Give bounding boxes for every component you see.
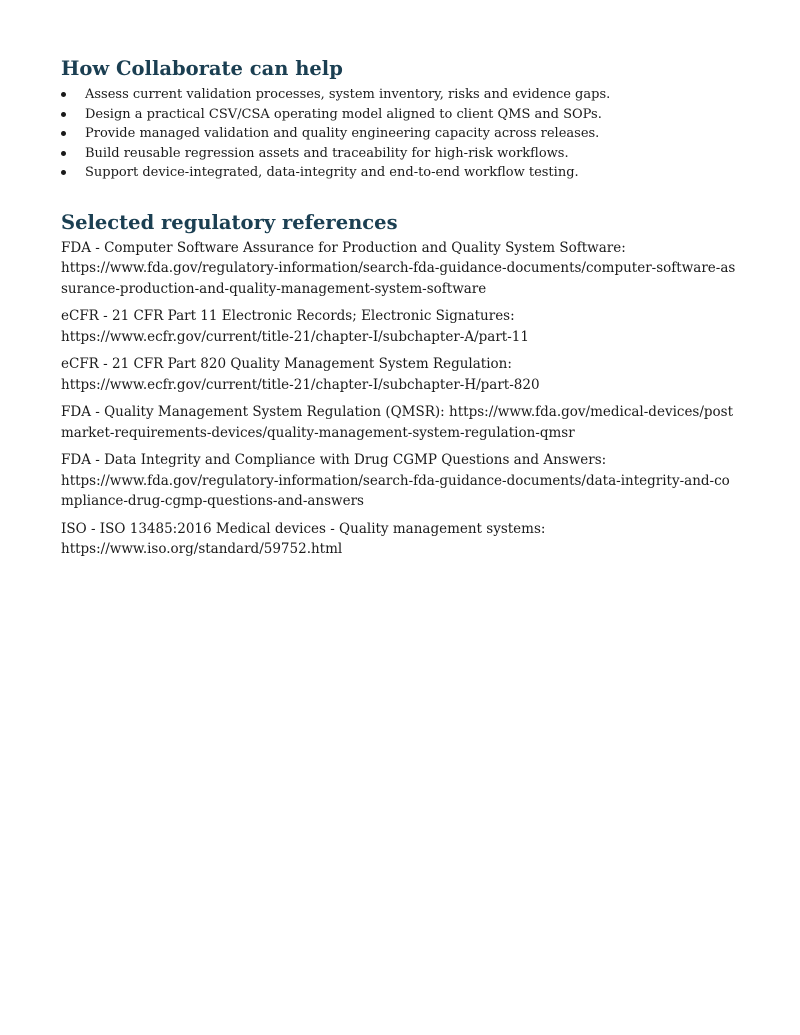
bullet-icon <box>61 92 66 97</box>
reference-title: FDA - Computer Software Assurance for Production and Quality System Software: <box>61 239 626 256</box>
reference-entry <box>61 450 741 512</box>
section-heading-selected-regulatory-references: Selected regulatory references <box>61 210 398 234</box>
bullet-icon <box>61 170 66 175</box>
help-list-item <box>61 105 741 125</box>
reference-url: https://www.ecfr.gov/current/title-21/chapter-I/subchapter-A/part-11 <box>61 328 529 345</box>
help-list-item <box>61 124 741 144</box>
reference-title: ISO - ISO 13485:2016 Medical devices - Quality management systems: <box>61 520 546 537</box>
reference-url: https://www.iso.org/standard/59752.html <box>61 541 343 557</box>
reference-title: FDA - Quality Management System Regulation (QMSR): <box>61 404 445 420</box>
reference-entry <box>61 402 741 443</box>
reference-entry <box>61 238 741 300</box>
help-list-item-text: Design a practical CSV/CSA operating model aligned to client QMS and SOPs. <box>85 106 602 122</box>
reference-url: https://www.ecfr.gov/current/title-21/chapter-I/subchapter-H/part-820 <box>61 376 540 393</box>
reference-title: eCFR - 21 CFR Part 820 Quality Management System Regulation: <box>61 356 512 372</box>
help-list-item-text: Support device-integrated, data-integrity and end-to-end workflow testing. <box>85 165 579 180</box>
reference-url: https://www.fda.gov/regulatory-information/search-fda-guidance-documents/computer-software-assurance-production-and-quality-management-system-software <box>61 260 736 297</box>
reference-url: https://www.fda.gov/regulatory-information/search-fda-guidance-documents/data-integrity-and-compliance-drug-cgmp-questions-and-answers <box>61 472 730 509</box>
reference-entry <box>61 519 741 560</box>
reference-entry <box>61 306 741 347</box>
section-heading-how-collaborate-can-help: How Collaborate can help <box>61 57 343 80</box>
help-bullet-list <box>61 85 741 183</box>
document-page <box>61 56 741 567</box>
help-list-item-text: Assess current validation processes, system inventory, risks and evidence gaps. <box>85 87 611 102</box>
bullet-icon <box>61 131 66 136</box>
bullet-icon <box>61 151 66 156</box>
reference-entry <box>61 354 741 395</box>
reference-title: eCFR - 21 CFR Part 11 Electronic Records; Electronic Signatures: <box>61 308 515 324</box>
help-list-item-text: Provide managed validation and quality engineering capacity across releases. <box>85 126 600 141</box>
reference-url: https://www.fda.gov/medical-devices/postmarket-requirements-devices/quality-management-system-regulation-qmsr <box>61 404 734 441</box>
help-list-item <box>61 144 741 164</box>
bullet-icon <box>61 112 66 117</box>
reference-title: FDA - Data Integrity and Compliance with Drug CGMP Questions and Answers: <box>61 452 607 468</box>
help-list-item <box>61 163 741 183</box>
help-list-item <box>61 85 741 105</box>
help-list-item-text: Build reusable regression assets and traceability for high-risk workflows. <box>85 145 569 161</box>
